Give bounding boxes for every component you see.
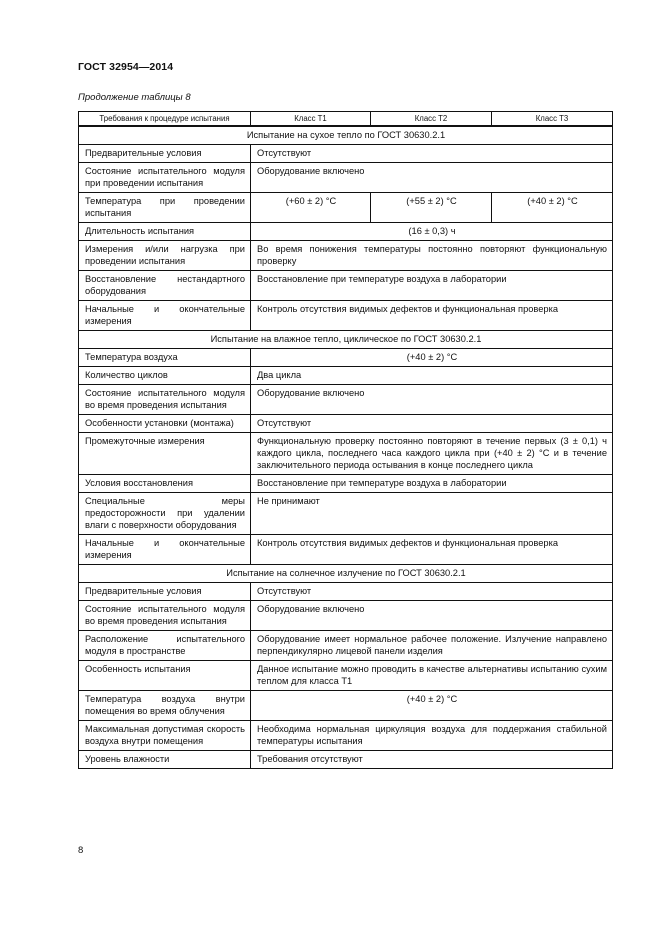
requirement-label: Уровень влажности	[79, 751, 251, 769]
table-row	[79, 751, 613, 769]
requirement-label: Восстановление нестандартного оборудования	[79, 271, 251, 301]
requirement-value: Контроль отсутствия видимых дефектов и функциональная проверка	[251, 301, 613, 331]
column-header-requirements: Требования к процедуре испытания	[79, 112, 251, 127]
requirement-value: Оборудование включено	[251, 163, 613, 193]
section-row	[79, 331, 613, 349]
table-row	[79, 385, 613, 415]
table-row	[79, 271, 613, 301]
class-t3-value: (+40 ± 2) °С	[492, 193, 613, 223]
requirement-value: (+40 ± 2) °С	[251, 349, 613, 367]
requirement-value: Контроль отсутствия видимых дефектов и функциональная проверка	[251, 535, 613, 565]
class-t2-value: (+55 ± 2) °С	[371, 193, 492, 223]
requirement-label: Количество циклов	[79, 367, 251, 385]
requirement-label: Состояние испытательного модуля при проведении испытания	[79, 163, 251, 193]
requirement-value: Не принимают	[251, 493, 613, 535]
table-row	[79, 415, 613, 433]
column-header-class-t3: Класс Т3	[492, 112, 613, 127]
requirement-label: Промежуточные измерения	[79, 433, 251, 475]
requirement-value: Необходима нормальная циркуляция воздуха для поддержания стабильной температуры испытания	[251, 721, 613, 751]
requirement-value: Функциональную проверку постоянно повторяют в течение первых (3 ± 0,1) ч каждого цикла, последнего часа каждого цикла при (+40 ± 2) °С и в течение заключительного периода остывания в конце последнего цикла	[251, 433, 613, 475]
requirement-label: Температура воздуха внутри помещения во время облучения	[79, 691, 251, 721]
table-row	[79, 145, 613, 163]
table-row	[79, 721, 613, 751]
requirement-value: Отсутствуют	[251, 415, 613, 433]
requirement-value: Отсутствуют	[251, 145, 613, 163]
requirement-value: Во время понижения температуры постоянно повторяют функциональную проверку	[251, 241, 613, 271]
requirement-label: Расположение испытательного модуля в пространстве	[79, 631, 251, 661]
requirement-label: Измерения и/или нагрузка при проведении испытания	[79, 241, 251, 271]
requirement-label: Предварительные условия	[79, 145, 251, 163]
requirement-label: Начальные и окончательные измерения	[79, 301, 251, 331]
requirement-label: Состояние испытательного модуля во время проведения испытания	[79, 601, 251, 631]
requirement-value: Отсутствуют	[251, 583, 613, 601]
requirement-label: Температура при проведении испытания	[79, 193, 251, 223]
requirement-label: Предварительные условия	[79, 583, 251, 601]
table-row	[79, 367, 613, 385]
requirement-value: Два цикла	[251, 367, 613, 385]
table-row	[79, 163, 613, 193]
requirements-table	[78, 111, 613, 769]
table-row	[79, 301, 613, 331]
requirement-value: Восстановление при температуре воздуха в лаборатории	[251, 271, 613, 301]
section-row	[79, 565, 613, 583]
requirement-label: Длительность испытания	[79, 223, 251, 241]
table-row	[79, 493, 613, 535]
section-title: Испытание на сухое тепло по ГОСТ 30630.2.1	[79, 126, 613, 145]
requirement-value: Данное испытание можно проводить в качестве альтернативы испытанию сухим теплом для класса Т1	[251, 661, 613, 691]
section-row	[79, 126, 613, 145]
table-row	[79, 241, 613, 271]
table-row	[79, 631, 613, 661]
table-row	[79, 601, 613, 631]
requirement-value: (+40 ± 2) °С	[251, 691, 613, 721]
table-header-row	[79, 112, 613, 127]
requirement-value: Восстановление при температуре воздуха в лаборатории	[251, 475, 613, 493]
requirement-value: Оборудование включено	[251, 385, 613, 415]
page-number: 8	[78, 845, 84, 856]
document-header: ГОСТ 32954—2014	[78, 61, 174, 73]
requirement-label: Начальные и окончательные измерения	[79, 535, 251, 565]
table-row	[79, 349, 613, 367]
requirement-label: Особенности установки (монтажа)	[79, 415, 251, 433]
table-row	[79, 223, 613, 241]
requirement-label: Специальные меры предосторожности при удалении влаги с поверхности оборудования	[79, 493, 251, 535]
table-row	[79, 661, 613, 691]
requirement-value: Требования отсутствуют	[251, 751, 613, 769]
requirement-value: Оборудование включено	[251, 601, 613, 631]
column-header-class-t2: Класс Т2	[371, 112, 492, 127]
requirement-label: Температура воздуха	[79, 349, 251, 367]
requirement-label: Условия восстановления	[79, 475, 251, 493]
requirement-label: Особенность испытания	[79, 661, 251, 691]
table-caption: Продолжение таблицы 8	[78, 92, 191, 103]
table-row	[79, 691, 613, 721]
section-title: Испытание на влажное тепло, циклическое по ГОСТ 30630.2.1	[79, 331, 613, 349]
column-header-class-t1: Класс Т1	[251, 112, 371, 127]
section-title: Испытание на солнечное излучение по ГОСТ 30630.2.1	[79, 565, 613, 583]
table-row	[79, 433, 613, 475]
requirement-label: Состояние испытательного модуля во время проведения испытания	[79, 385, 251, 415]
table-row	[79, 475, 613, 493]
class-t1-value: (+60 ± 2) °С	[251, 193, 371, 223]
table-row	[79, 535, 613, 565]
table-row	[79, 583, 613, 601]
requirement-label: Максимальная допустимая скорость воздуха внутри помещения	[79, 721, 251, 751]
table-row	[79, 193, 613, 223]
requirement-value: Оборудование имеет нормальное рабочее положение. Излучение направлено перпендикулярно лицевой панели изделия	[251, 631, 613, 661]
requirement-value: (16 ± 0,3) ч	[251, 223, 613, 241]
